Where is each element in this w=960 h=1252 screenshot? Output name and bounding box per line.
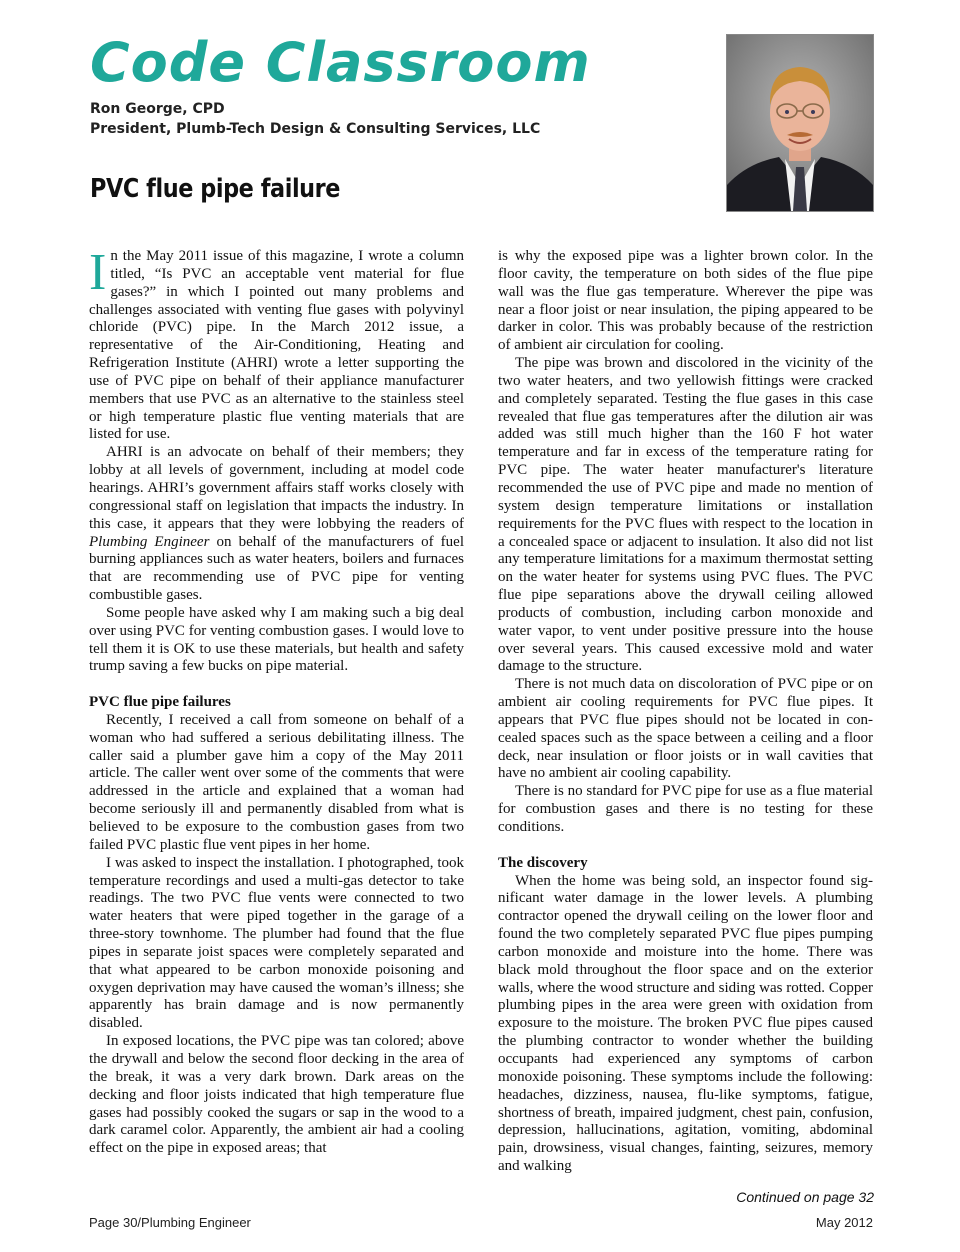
paragraph: is why the exposed pipe was a lighter brown color. In the floor cavity, the temperature on both sides of the flue pipe wall was the flue gas temperature. Wherever the pipe was near a floor joist or near insulation, the piping appeared to be darker in color. This was probably because of the restriction of ambient air circulation for cooling. — [498, 248, 873, 354]
author-byline — [90, 99, 540, 139]
article-column-left — [89, 244, 464, 1158]
author-name: Ron George, CPD — [90, 101, 225, 117]
paragraph-text: on behalf of the manufacturers of fuel burning appliances such as water heaters, boilers and furnaces that are recommending use of PVC pipe for venting combustible gases. — [89, 533, 464, 604]
paragraph: There is not much data on discoloration of PVC pipe or on ambient air cooling requirements for PVC flue pipes. It appears that PVC flue pipes should not be located in concealed spaces such as the space between a ceiling and a floor deck, near insulation or floor joists or in wall cavities that have no ambient air cooling capability. — [498, 676, 873, 782]
author-title: President, Plumb-Tech Design & Consulting Services, LLC — [90, 121, 541, 137]
masthead-title: Code Classroom — [90, 31, 591, 94]
article-column-right — [498, 248, 873, 1176]
continued-note: Continued on page 32 — [736, 1189, 874, 1205]
paragraph: When the home was being sold, an inspector found significant water damage in the lower levels. A plumbing contractor opened the drywall ceiling on the lower floor and found the two completely separated PVC flue pipes pumping carbon monoxide and moisture into the home. There was black mold throughout the floor space and on the exterior walls, where the wood structure and siding was rotted. Copper plumbing pipes in the area were green with oxidation from exposure to the moisture. The broken PVC flue pipes caused the plumbing contractor to wonder whether the building occupants had experienced any symptoms of carbon monoxide poisoning. These symptoms include the following: headaches, dizziness, nausea, flu-like symptoms, fatigue, shortness of breath, impaired judgment, chest pain, confusion, depression, hallucinations, agitation, vomiting, abdominal pain, drowsiness, visual changes, fainting, seizures, memory and walking — [498, 872, 873, 1175]
page-footer-label: Page 30/Plumbing Engineer — [89, 1215, 251, 1230]
paragraph — [89, 244, 464, 444]
article-title: PVC flue pipe failure — [90, 174, 341, 204]
author-portrait-image — [727, 35, 873, 211]
page-footer-date: May 2012 — [815, 1215, 873, 1230]
magazine-name: Plumbing Engineer — [89, 533, 210, 550]
section-heading: The discovery — [498, 854, 588, 871]
author-photo — [726, 34, 874, 212]
paragraph: Some people have asked why I am making such a big deal over using PVC for venting combustion gases. I would love to tell them it is OK to use these materials, but health and safety trump saving a few bucks on pipe material. — [89, 604, 464, 675]
paragraph — [89, 444, 464, 605]
paragraph-text: AHRI is an advocate on behalf of their members; they lobby at all levels of government, including at model code hearings. AHRI’s government affairs staff works closely with congressional staff on legislation that impacts the industry. In this case, it appears that they were lobbying the readers of — [89, 444, 464, 532]
paragraph: The pipe was brown and discolored in the vicinity of the two water heaters, and two yellowish fittings were cracked and completely separated. Testing the flue gases in this case revealed that flue gas temperatures after the dilution air was added was still much higher than the 160 F hot water temperature and far in excess of the temperature rating for PVC pipe. The water heater manufacturer's literature recommended the use of PVC pipe and made no mention of system design temperature limitations or installation requirements for the PVC flues with respect to the location in a concealed space or adjacent to insulation. It also did not list any temperature limitations for a maximum thermostat setting on the water heater for systems using PVC flues. The PVC flue pipe separations above the drywall ceiling allowed products of combustion, including carbon monoxide and water vapor, to vent under positive pressure into the house over several years. This caused excessive mold and water damage to the structure. — [498, 355, 873, 675]
paragraph: In exposed locations, the PVC pipe was tan colored; above the drywall and below the second floor decking in the area of the break, it was a very dark brown. Dark areas on the decking and floor joists indicated that high temperature flue gases had possibly cooked the sugars or sap in the wood to a dark caramel color. Apparently, the ambient air had a cooling effect on the pipe in exposed areas; that — [89, 1033, 464, 1157]
paragraph: I was asked to inspect the installation. I photographed, took temperature recordings and used a multi-gas detector to take readings. The two PVC flue vents were connected to two water heaters that were piped together in the garage of a three-story townhome. The plumber had found that the flue pipes in separate joist spaces were completely separated and that what appeared to be carbon monoxide poisoning and oxygen deprivation may have caused the woman’s illness; she apparently has brain damage and is now permanently disabled. — [89, 854, 464, 1032]
drop-cap: I — [89, 244, 107, 301]
paragraph: There is no standard for PVC pipe for use as a flue material for combustion gases and there is no testing for these conditions. — [498, 783, 873, 835]
section-heading: PVC flue pipe failures — [89, 694, 231, 711]
paragraph: Recently, I received a call from someone on behalf of a woman who had suffered a serious debilitating illness. The caller said a plumber gave him a copy of the May 2011 article. The caller went over some of the comments that were addressed in the article and explained that a woman had become seriously ill and permanently disabled from what is believed to be exposure to the combustion gases from two failed PVC plastic flue vent pipes in her home. — [89, 711, 464, 853]
paragraph-text: n the May 2011 issue of this magazine, I wrote a column titled, “Is PVC an acceptable vent material for flue gases?” in which I pointed out many problems and challenges associated with venting flue gases with polyvinyl chloride (PVC) pipe. In the March 2012 issue, a representative of the Air-Conditioning, Heating and Refrigeration Institute (AHRI) wrote a letter supporting the use of PVC pipe on behalf of their appliance manufacturer members that use PVC as an alternative to the stainless steel or high temperature plastic flue venting materials that are listed for use. — [89, 248, 464, 443]
